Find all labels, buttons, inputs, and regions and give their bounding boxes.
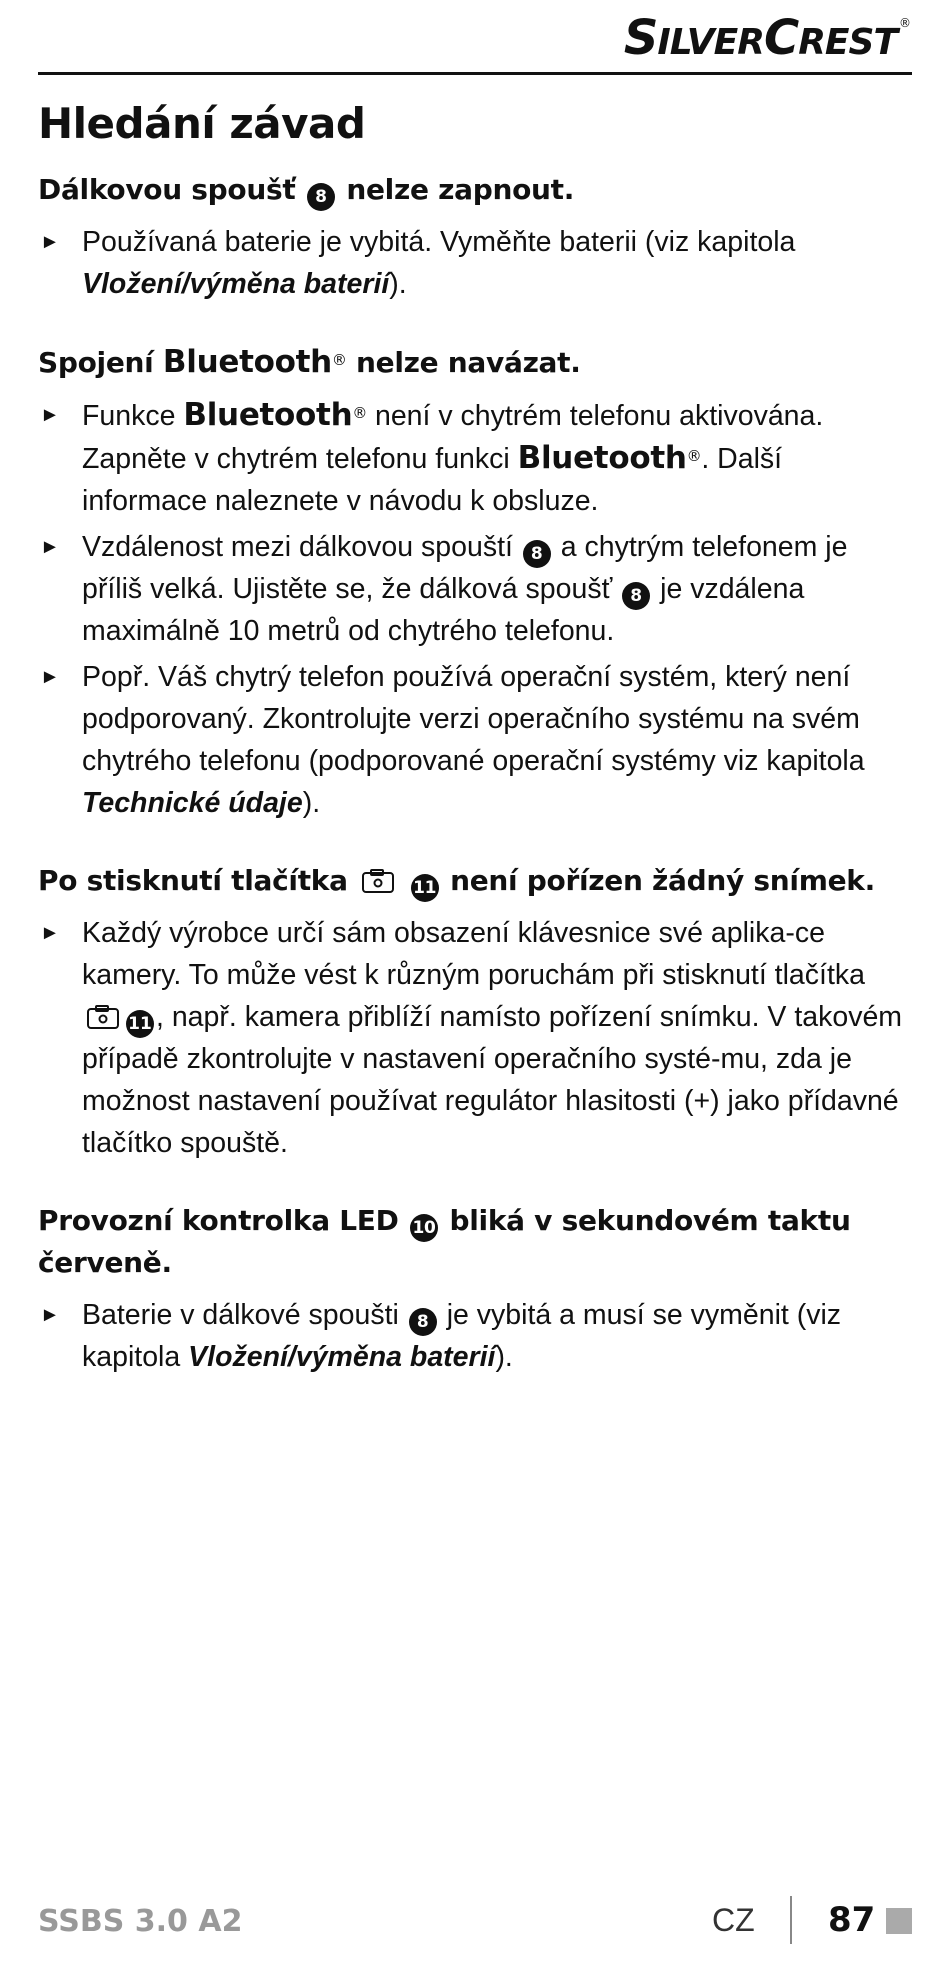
page-number: 87 xyxy=(828,1900,876,1940)
list-item: ► Každý výrobce určí sám obsazení klávesnice své aplika-ce kamery. To může vést k různým poruchám při stisknutí tlačítka 11 , např. kamera přiblíží namísto pořízení snímku. V takovém případě zkontrolujte v nastavení operačního systé-mu, zda je možnost nastavení používat regulátor hlasitosti (+) jako přídavné tlačítko spouště. xyxy=(38,912,912,1164)
brand-logo: SILVERCREST ® xyxy=(623,10,910,66)
ref-number-badge: 11 xyxy=(411,874,439,902)
chapter-reference: Vložení/výměna baterií xyxy=(82,267,390,300)
triangle-bullet-icon: ► xyxy=(40,665,60,688)
chapter-reference: Technické údaje xyxy=(82,786,303,819)
footer-language: CZ xyxy=(712,1902,755,1938)
section-title: Dálkovou spoušť 8 nelze zapnout. xyxy=(38,169,912,211)
section-no-picture-taken xyxy=(38,860,912,1164)
list-item: ► Funkce Bluetooth® není v chytrém telefonu aktivována. Zapněte v chytrém telefonu funkci Bluetooth®. Další informace naleznete v návodu k obsluze. xyxy=(38,394,912,522)
main-content xyxy=(38,98,912,1414)
section-remote-wont-turn-on xyxy=(38,169,912,305)
list-item: ► Baterie v dálkové spoušti 8 je vybitá a musí se vyměnit (viz kapitola Vložení/výměna baterií). xyxy=(38,1294,912,1378)
ref-number-badge: 10 xyxy=(410,1214,438,1242)
list-item: ► Popř. Váš chytrý telefon používá operační systém, který není podporovaný. Zkontrolujte verzi operačního systému na svém chytrého telefonu (podporované operační systémy viz kapitola Technické údaje). xyxy=(38,656,912,824)
ref-number-badge: 8 xyxy=(523,540,551,568)
section-title: Provozní kontrolka LED 10 bliká v sekundovém taktu červeně. xyxy=(38,1203,851,1279)
ref-number-badge: 8 xyxy=(622,582,650,610)
ref-number-badge: 8 xyxy=(307,183,335,211)
ref-number-badge: 11 xyxy=(126,1010,154,1038)
header-rule xyxy=(38,72,912,75)
triangle-bullet-icon: ► xyxy=(40,1303,60,1326)
section-title: Spojení Bluetooth® nelze navázat. xyxy=(38,343,581,380)
triangle-bullet-icon: ► xyxy=(40,230,60,253)
triangle-bullet-icon: ► xyxy=(40,535,60,558)
camera-icon xyxy=(361,868,395,894)
page-title: Hledání závad xyxy=(38,99,366,148)
footer-divider xyxy=(790,1896,792,1944)
triangle-bullet-icon: ► xyxy=(40,403,60,426)
section-title: Po stisknutí tlačítka 11 není pořízen žádný snímek. xyxy=(38,860,912,902)
section-led-blinks-red xyxy=(38,1200,912,1378)
list-item: ► Vzdálenost mezi dálkovou spouští 8 a chytrým telefonem je příliš velká. Ujistěte se, že dálková spoušť 8 je vzdálena maximálně 10 metrů od chytrého telefonu. xyxy=(38,526,912,652)
ref-number-badge: 8 xyxy=(409,1308,437,1336)
triangle-bullet-icon: ► xyxy=(40,921,60,944)
list-item: ► Používaná baterie je vybitá. Vyměňte baterii (viz kapitola Vložení/výměna baterií). xyxy=(38,221,912,305)
footer-square-mark xyxy=(886,1908,912,1934)
section-bluetooth-connection xyxy=(38,341,912,824)
chapter-reference: Vložení/výměna baterií xyxy=(188,1340,496,1373)
footer-model-number: SSBS 3.0 A2 xyxy=(38,1904,243,1939)
camera-icon xyxy=(86,1004,120,1030)
